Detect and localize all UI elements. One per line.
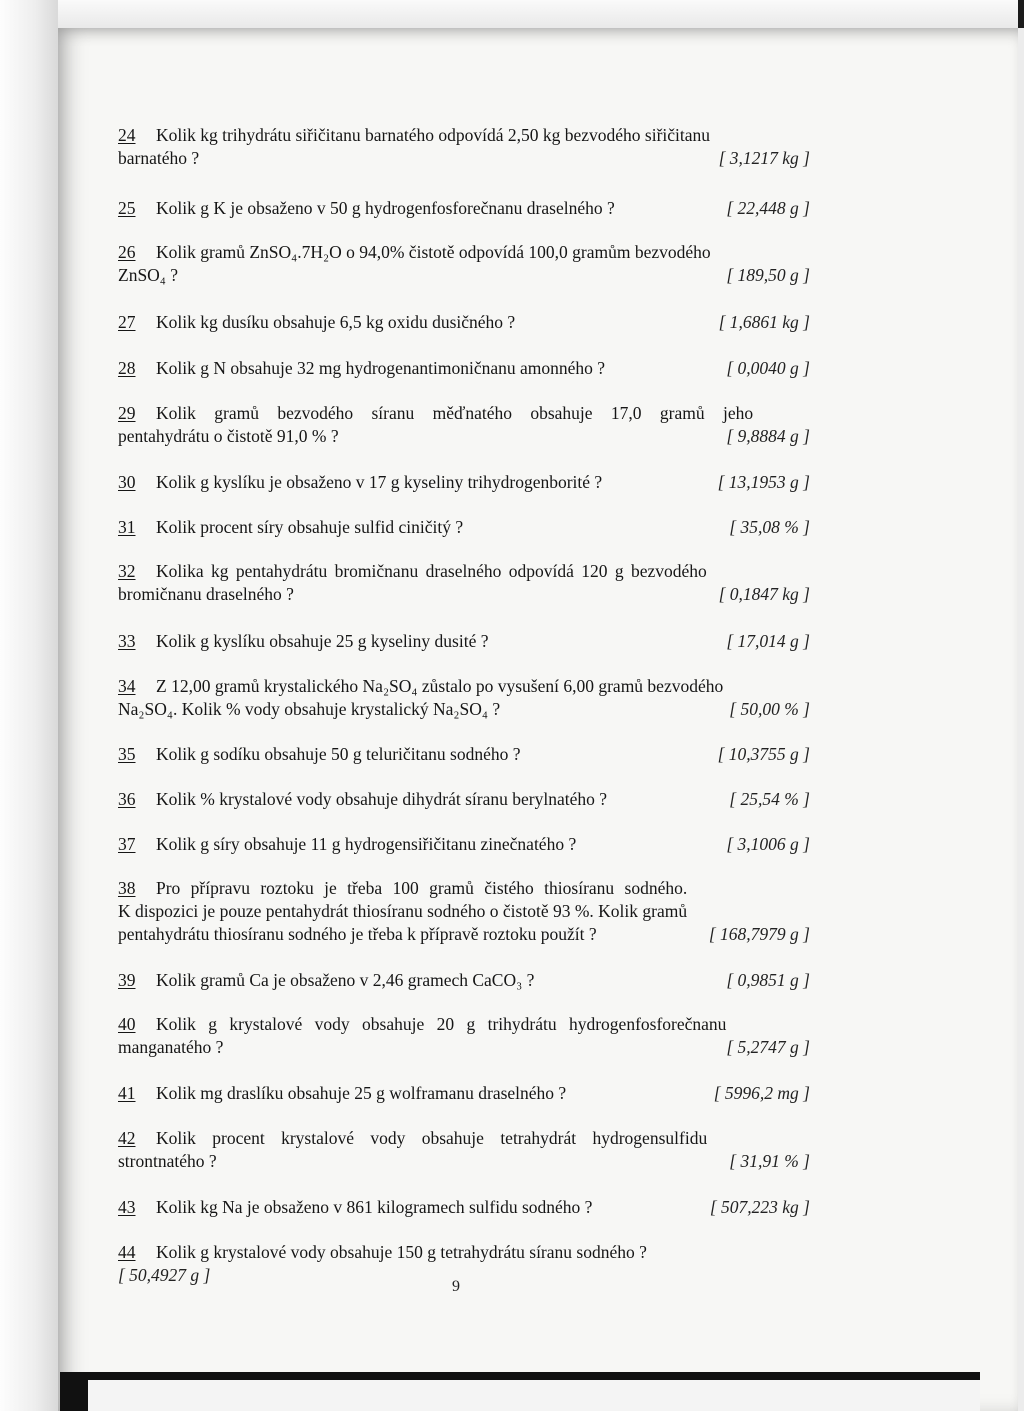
problem-27	[118, 311, 810, 334]
problem-number: 32	[118, 561, 136, 581]
problem-32	[118, 560, 810, 606]
problem-43	[118, 1196, 810, 1219]
problem-answer: [ 50,4927 g ]	[118, 1265, 211, 1285]
problem-number: 25	[118, 198, 136, 218]
problem-number: 41	[118, 1083, 136, 1103]
problem-26	[118, 241, 810, 287]
problem-number: 24	[118, 125, 136, 145]
problem-30	[118, 471, 810, 494]
problem-text: Kolik procent síry obsahuje sulfid ciničitý ?	[156, 517, 464, 537]
problem-answer: [ 3,1217 kg ]	[718, 148, 810, 168]
page-number: 9	[452, 1278, 460, 1295]
problem-36	[118, 788, 810, 811]
problem-answer: [ 22,448 g ]	[726, 198, 810, 218]
problem-number: 34	[118, 676, 136, 696]
problem-38	[118, 877, 810, 946]
problem-number: 31	[118, 517, 136, 537]
problem-text: Kolik gramů bezvodého síranu měďnatého obsahuje 17,0 gramů jeho	[156, 403, 754, 423]
problem-answer: [ 10,3755 g ]	[717, 744, 810, 764]
problem-answer: [ 3,1006 g ]	[726, 834, 810, 854]
problem-number: 33	[118, 631, 136, 651]
problem-answer: [ 25,54 % ]	[729, 789, 810, 809]
problem-number: 38	[118, 878, 136, 898]
problem-35	[118, 743, 810, 766]
problem-answer: [ 0,0040 g ]	[726, 358, 810, 378]
problem-answer: [ 0,9851 g ]	[726, 970, 810, 990]
page-edge-left	[0, 0, 58, 1411]
problem-text-cont: manganatého ?	[118, 1037, 224, 1057]
page-edge-top	[58, 0, 1018, 28]
problem-answer: [ 1,6861 kg ]	[718, 312, 810, 332]
problem-text: Kolik g N obsahuje 32 mg hydrogenantimoničnanu amonného ?	[156, 358, 606, 378]
problem-text-cont: Na₂SO₄. Kolik % vody obsahuje krystalický Na₂SO₄ ?	[118, 699, 501, 719]
problem-number: 28	[118, 358, 136, 378]
problem-40	[118, 1013, 810, 1059]
problem-25	[118, 197, 810, 220]
problem-text: Kolik mg draslíku obsahuje 25 g wolframanu draselného ?	[156, 1083, 567, 1103]
problem-37	[118, 833, 810, 856]
problem-text-cont: bromičnanu draselného ?	[118, 584, 294, 604]
problem-42	[118, 1127, 810, 1173]
problem-text: Kolik g sodíku obsahuje 50 g teluričitanu sodného ?	[156, 744, 521, 764]
problem-41	[118, 1082, 810, 1105]
problem-answer: [ 5,2747 g ]	[726, 1037, 810, 1057]
problem-number: 40	[118, 1014, 136, 1034]
problem-number: 37	[118, 834, 136, 854]
problem-number: 27	[118, 312, 136, 332]
problem-31	[118, 516, 810, 539]
problem-text: Pro přípravu roztoku je třeba 100 gramů čistého thiosíranu sodného.	[156, 878, 688, 898]
problem-text: Kolik g krystalové vody obsahuje 150 g tetrahydrátu síranu sodného ?	[156, 1242, 647, 1262]
problem-number: 35	[118, 744, 136, 764]
problem-28	[118, 357, 810, 380]
problem-text: Kolik g kyslíku je obsaženo v 17 g kyseliny trihydrogenborité ?	[156, 472, 603, 492]
problem-number: 42	[118, 1128, 136, 1148]
problem-text: Kolik kg Na je obsaženo v 861 kilogramech sulfidu sodného ?	[156, 1197, 593, 1217]
problem-text-mid: K dispozici je pouze pentahydrát thiosíranu sodného o čistotě 93 %. Kolik gramů	[118, 901, 688, 921]
problem-number: 36	[118, 789, 136, 809]
problem-29	[118, 402, 810, 448]
problem-answer: [ 17,014 g ]	[726, 631, 810, 651]
problem-answer: [ 189,50 g ]	[726, 265, 810, 285]
problem-text: Kolik g síry obsahuje 11 g hydrogensiřičitanu zinečnatého ?	[156, 834, 577, 854]
problem-text: Kolik % krystalové vody obsahuje dihydrát síranu berylnatého ?	[156, 789, 608, 809]
problem-33	[118, 630, 810, 653]
problem-answer: [ 168,7979 g ]	[708, 924, 810, 944]
problem-text-cont: pentahydrátu thiosíranu sodného je třeba k přípravě roztoku použít ?	[118, 924, 597, 944]
problem-text: Z 12,00 gramů krystalického Na₂SO₄ zůstalo po vysušení 6,00 gramů bezvodého	[156, 676, 724, 696]
problem-34	[118, 675, 810, 721]
problem-answer: [ 31,91 % ]	[729, 1151, 810, 1171]
problem-text-cont: strontnatého ?	[118, 1151, 217, 1171]
problem-text: Kolika kg pentahydrátu bromičnanu draselného odpovídá 120 g bezvodého	[156, 561, 707, 581]
problem-answer: [ 0,1847 kg ]	[718, 584, 810, 604]
problem-number: 30	[118, 472, 136, 492]
problem-text: Kolik g kyslíku obsahuje 25 g kyseliny dusité ?	[156, 631, 489, 651]
problem-text-cont: barnatého ?	[118, 148, 200, 168]
problem-answer: [ 13,1953 g ]	[717, 472, 810, 492]
problem-answer: [ 9,8884 g ]	[726, 426, 810, 446]
binding-strip-inner	[88, 1380, 980, 1411]
page-edge-right	[1018, 28, 1024, 1411]
problem-answer: [ 5996,2 mg ]	[713, 1083, 810, 1103]
problem-24	[118, 124, 810, 170]
problem-number: 39	[118, 970, 136, 990]
problem-number: 44	[118, 1242, 136, 1262]
problem-39	[118, 969, 810, 992]
problem-text: Kolik gramů ZnSO₄.7H₂O o 94,0% čistotě odpovídá 100,0 gramům bezvodého	[156, 242, 711, 262]
problem-answer: [ 507,223 kg ]	[709, 1197, 810, 1217]
problem-text: Kolik gramů Ca je obsaženo v 2,46 gramech CaCO₃ ?	[156, 970, 535, 990]
problem-text: Kolik g K je obsaženo v 50 g hydrogenfosforečnanu draselného ?	[156, 198, 615, 218]
problem-number: 29	[118, 403, 136, 423]
problem-answer: [ 35,08 % ]	[729, 517, 810, 537]
problem-text: Kolik g krystalové vody obsahuje 20 g trihydrátu hydrogenfosforečnanu	[156, 1014, 727, 1034]
problem-text-cont: ZnSO₄ ?	[118, 265, 179, 285]
problem-number: 43	[118, 1197, 136, 1217]
problem-44	[118, 1241, 810, 1287]
problem-text-cont: pentahydrátu o čistotě 91,0 % ?	[118, 426, 339, 446]
problem-text: Kolik kg dusíku obsahuje 6,5 kg oxidu dusičného ?	[156, 312, 516, 332]
problem-text: Kolik kg trihydrátu siřičitanu barnatého odpovídá 2,50 kg bezvodého siřičitanu	[156, 125, 711, 145]
problem-answer: [ 50,00 % ]	[729, 699, 810, 719]
problem-text: Kolik procent krystalové vody obsahuje tetrahydrát hydrogensulfidu	[156, 1128, 708, 1148]
problem-number: 26	[118, 242, 136, 262]
